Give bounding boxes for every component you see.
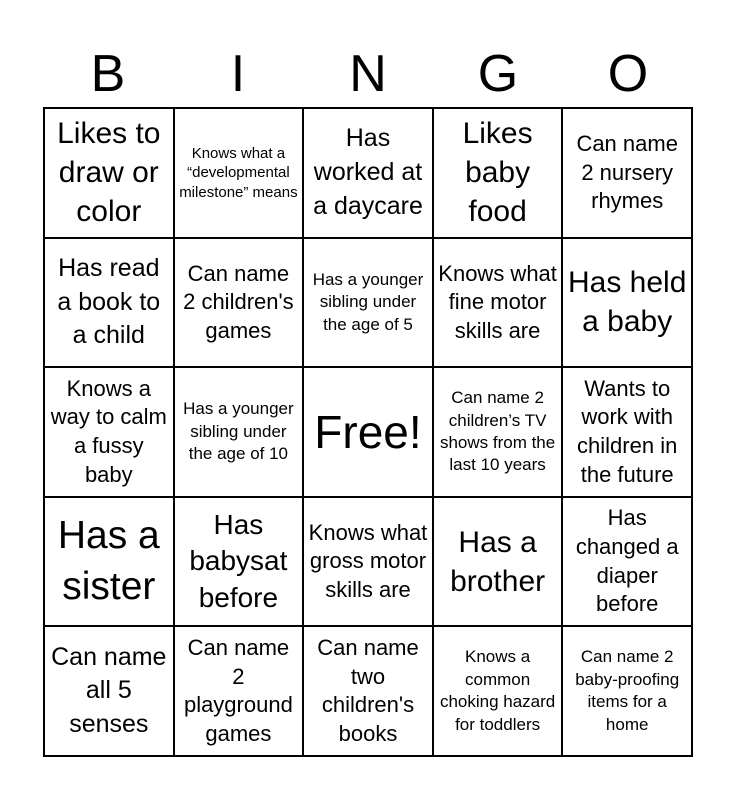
bingo-cell-r5c3[interactable] [304, 627, 434, 757]
bingo-card [43, 107, 693, 757]
cell-text: Has a younger sibling under the age of 10 [183, 399, 294, 464]
cell-text: Knows what gross motor skills are [308, 519, 428, 602]
bingo-cell-r1c4[interactable] [434, 109, 564, 239]
cell-text: Can name 2 children's games [183, 260, 294, 343]
bingo-cell-r4c1[interactable] [45, 498, 175, 628]
cell-text: Can name 2 baby-proofing items for a home [575, 647, 680, 734]
cell-text: Knows what fine motor skills are [438, 260, 557, 343]
bingo-cell-r4c2[interactable] [175, 498, 305, 628]
bingo-cell-r3c1[interactable] [45, 368, 175, 498]
cell-text: Has a brother [450, 525, 546, 598]
cell-text: Has read a book to a child [57, 253, 161, 350]
header-letter-g: G [477, 45, 519, 103]
bingo-cell-r5c2[interactable] [175, 627, 305, 757]
free-space-text: Free! [314, 405, 422, 458]
cell-text: Has worked at a daycare [313, 124, 423, 220]
bingo-cell-r2c4[interactable] [434, 239, 564, 369]
bingo-cell-free[interactable] [304, 368, 434, 498]
cell-text: Can name 2 nursery rhymes [576, 130, 678, 214]
bingo-cell-r3c4[interactable] [434, 368, 564, 498]
cell-text: Knows a way to calm a fussy baby [50, 375, 167, 487]
bingo-cell-r1c1[interactable] [45, 109, 175, 239]
cell-text: Likes baby food [462, 117, 533, 229]
bingo-cell-r2c5[interactable] [563, 239, 693, 369]
bingo-cell-r3c2[interactable] [175, 368, 305, 498]
cell-text: Likes to draw or color [57, 117, 161, 229]
bingo-cell-r4c4[interactable] [434, 498, 564, 628]
bingo-cell-r1c3[interactable] [304, 109, 434, 239]
cell-text: Can name 2 children’s TV shows from the last 10 years [439, 388, 556, 475]
cell-text: Can name two children's books [317, 635, 419, 746]
cell-text: Has changed a diaper before [575, 505, 679, 617]
cell-text: Can name 2 playground games [183, 635, 293, 746]
bingo-cell-r2c2[interactable] [175, 239, 305, 369]
bingo-cell-r4c3[interactable] [304, 498, 434, 628]
cell-text: Knows what a “developmental milestone” means [179, 144, 298, 201]
bingo-cell-r5c4[interactable] [434, 627, 564, 757]
bingo-cell-r4c5[interactable] [563, 498, 693, 628]
header-letter-b: B [90, 45, 126, 103]
bingo-cell-r5c1[interactable] [45, 627, 175, 757]
header-letter-n: N [349, 45, 387, 103]
cell-text: Has babysat before [189, 509, 288, 613]
bingo-cell-r5c5[interactable] [563, 627, 693, 757]
bingo-cell-r1c2[interactable] [175, 109, 305, 239]
cell-text: Wants to work with children in the future [577, 375, 678, 487]
bingo-cell-r3c5[interactable] [563, 368, 693, 498]
cell-text: Knows a common choking hazard for toddlers [439, 647, 556, 734]
bingo-cell-r2c1[interactable] [45, 239, 175, 369]
cell-text: Can name all 5 senses [51, 642, 167, 739]
header-letter-i: I [230, 45, 246, 103]
bingo-cell-r2c3[interactable] [304, 239, 434, 369]
bingo-cell-r1c5[interactable] [563, 109, 693, 239]
bingo-header [43, 40, 693, 108]
header-letter-o: O [607, 45, 649, 103]
cell-text: Has a younger sibling under the age of 5 [312, 269, 424, 334]
cell-text: Has a sister [57, 513, 160, 608]
cell-text: Has held a baby [567, 266, 687, 339]
